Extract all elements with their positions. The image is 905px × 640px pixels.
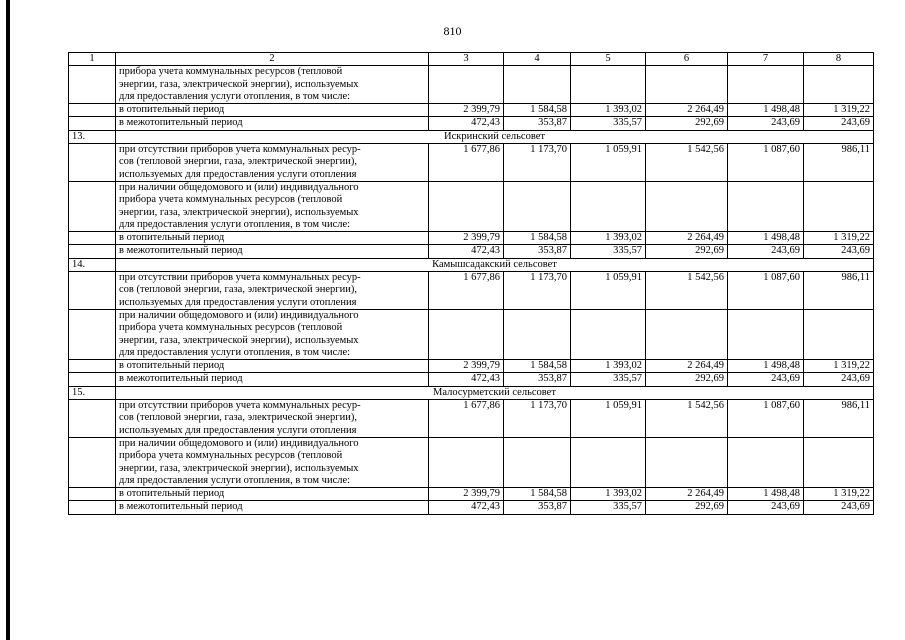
value-cell-col5: 1 393,02 (571, 488, 646, 501)
value-cell-col3 (429, 309, 504, 359)
row-number-cell (69, 245, 116, 258)
column-header-2: 2 (116, 53, 429, 66)
description-cell (116, 117, 429, 130)
value-cell-col6 (646, 309, 728, 359)
value-cell-col8: 986,11 (804, 144, 874, 182)
description-line: при отсутствии приборов учета коммунальных ресур- (119, 144, 361, 156)
value-cell-col6: 292,69 (646, 501, 728, 514)
table-row-values (69, 373, 874, 386)
description-cell (116, 400, 429, 438)
description-line: прибора учета коммунальных ресурсов (тепловой (119, 322, 343, 334)
row-number-cell (69, 501, 116, 514)
description-line: используемых для предоставления услуги отопления (119, 296, 357, 308)
value-cell-col8 (804, 437, 874, 487)
table-row-values (69, 144, 874, 182)
row-number-cell (69, 66, 116, 104)
value-cell-col7: 243,69 (728, 245, 804, 258)
value-cell-col5: 1 059,91 (571, 272, 646, 310)
section-title: Искринский сельсовет (116, 130, 874, 143)
description-cell (116, 245, 429, 258)
description-line: сов (тепловой энергии, газа, электрической энергии), (119, 284, 357, 296)
value-cell-col7: 1 087,60 (728, 144, 804, 182)
value-cell-col7: 1 498,48 (728, 360, 804, 373)
column-header-3: 3 (429, 53, 504, 66)
description-label: в межотопительный период (119, 501, 243, 513)
description-label: в межотопительный период (119, 117, 243, 129)
value-cell-col4: 1 584,58 (504, 360, 571, 373)
table-row-values (69, 272, 874, 310)
description-line: энергии, газа, электрической энергии), используемых (119, 78, 359, 90)
value-cell-col6: 292,69 (646, 373, 728, 386)
value-cell-col3 (429, 66, 504, 104)
row-number-cell (69, 309, 116, 359)
table-row-section (69, 130, 874, 143)
value-cell-col6: 292,69 (646, 245, 728, 258)
value-cell-col4: 1 173,70 (504, 272, 571, 310)
description-cell (116, 373, 429, 386)
value-cell-col6 (646, 181, 728, 231)
description-label: в межотопительный период (119, 373, 243, 385)
column-header-6: 6 (646, 53, 728, 66)
description-label: в межотопительный период (119, 245, 243, 257)
value-cell-col4: 353,87 (504, 501, 571, 514)
description-line: используемых для предоставления услуги отопления (119, 168, 357, 180)
table-row-section (69, 258, 874, 271)
description-cell (116, 181, 429, 231)
scan-edge-bar (6, 0, 10, 640)
section-number: 15. (69, 386, 116, 399)
value-cell-col3: 1 677,86 (429, 272, 504, 310)
description-cell (116, 360, 429, 373)
description-line: энергии, газа, электрической энергии), используемых (119, 334, 359, 346)
row-number-cell (69, 437, 116, 487)
value-cell-col4 (504, 309, 571, 359)
value-cell-col3 (429, 437, 504, 487)
value-cell-col8 (804, 181, 874, 231)
description-label: в отопительный период (119, 232, 225, 244)
description-line: энергии, газа, электрической энергии), используемых (119, 462, 359, 474)
value-cell-col3: 472,43 (429, 117, 504, 130)
section-title: Камышсадакский сельсовет (116, 258, 874, 271)
column-header-7: 7 (728, 53, 804, 66)
value-cell-col8: 243,69 (804, 373, 874, 386)
value-cell-col3: 2 399,79 (429, 232, 504, 245)
value-cell-col8: 1 319,22 (804, 360, 874, 373)
description-line: при отсутствии приборов учета коммунальных ресур- (119, 272, 361, 284)
value-cell-col4 (504, 181, 571, 231)
value-cell-col3: 2 399,79 (429, 360, 504, 373)
section-number: 14. (69, 258, 116, 271)
value-cell-col8 (804, 66, 874, 104)
value-cell-col7: 1 087,60 (728, 400, 804, 438)
table-row-values (69, 360, 874, 373)
table-row-text (69, 437, 874, 487)
table-row-text (69, 181, 874, 231)
table-row-values (69, 232, 874, 245)
description-cell (116, 501, 429, 514)
value-cell-col4: 353,87 (504, 117, 571, 130)
value-cell-col4: 1 584,58 (504, 232, 571, 245)
table-row-text (69, 66, 874, 104)
value-cell-col6: 2 264,49 (646, 104, 728, 117)
value-cell-col7: 1 498,48 (728, 104, 804, 117)
description-cell (116, 104, 429, 117)
value-cell-col8: 1 319,22 (804, 104, 874, 117)
value-cell-col3 (429, 181, 504, 231)
value-cell-col4: 1 584,58 (504, 104, 571, 117)
description-label: в отопительный период (119, 104, 225, 116)
description-cell (116, 232, 429, 245)
value-cell-col8: 243,69 (804, 245, 874, 258)
description-line: сов (тепловой энергии, газа, электрической энергии), (119, 412, 357, 424)
value-cell-col8: 1 319,22 (804, 232, 874, 245)
page-number: 810 (443, 24, 462, 38)
description-cell (116, 437, 429, 487)
value-cell-col4 (504, 437, 571, 487)
table-row-text (69, 309, 874, 359)
value-cell-col5: 1 393,02 (571, 104, 646, 117)
value-cell-col6: 292,69 (646, 117, 728, 130)
value-cell-col5 (571, 437, 646, 487)
value-cell-col7: 243,69 (728, 117, 804, 130)
value-cell-col7: 1 087,60 (728, 272, 804, 310)
value-cell-col7 (728, 66, 804, 104)
value-cell-col3: 472,43 (429, 245, 504, 258)
row-number-cell (69, 488, 116, 501)
description-cell (116, 309, 429, 359)
value-cell-col5 (571, 181, 646, 231)
description-cell (116, 488, 429, 501)
value-cell-col7: 243,69 (728, 373, 804, 386)
description-cell (116, 144, 429, 182)
description-line: используемых для предоставления услуги отопления (119, 424, 357, 436)
value-cell-col5 (571, 66, 646, 104)
value-cell-col8: 243,69 (804, 501, 874, 514)
description-line: при наличии общедомового и (или) индивидуального (119, 437, 359, 449)
value-cell-col7: 1 498,48 (728, 488, 804, 501)
value-cell-col6: 1 542,56 (646, 144, 728, 182)
value-cell-col5: 1 393,02 (571, 232, 646, 245)
value-cell-col5: 335,57 (571, 501, 646, 514)
tariff-table (68, 52, 874, 515)
description-line: сов (тепловой энергии, газа, электрической энергии), (119, 156, 357, 168)
section-title: Малосурметский сельсовет (116, 386, 874, 399)
header-row (69, 53, 874, 66)
table-row-values (69, 245, 874, 258)
description-line: для предоставления услуги отопления, в том числе: (119, 90, 351, 102)
value-cell-col8 (804, 309, 874, 359)
value-cell-col7 (728, 437, 804, 487)
value-cell-col5 (571, 309, 646, 359)
row-number-cell (69, 232, 116, 245)
table-row-values (69, 400, 874, 438)
description-line: при наличии общедомового и (или) индивидуального (119, 309, 359, 321)
value-cell-col6: 2 264,49 (646, 232, 728, 245)
row-number-cell (69, 272, 116, 310)
value-cell-col8: 243,69 (804, 117, 874, 130)
description-line: прибора учета коммунальных ресурсов (тепловой (119, 66, 343, 78)
value-cell-col4: 1 584,58 (504, 488, 571, 501)
value-cell-col6: 2 264,49 (646, 488, 728, 501)
value-cell-col8: 986,11 (804, 272, 874, 310)
table-body (69, 53, 874, 515)
value-cell-col3: 2 399,79 (429, 104, 504, 117)
value-cell-col5: 1 059,91 (571, 144, 646, 182)
value-cell-col6 (646, 437, 728, 487)
value-cell-col5: 335,57 (571, 373, 646, 386)
description-line: для предоставления услуги отопления, в том числе: (119, 346, 351, 358)
value-cell-col5: 335,57 (571, 117, 646, 130)
description-line: при наличии общедомового и (или) индивидуального (119, 181, 359, 193)
value-cell-col6: 1 542,56 (646, 400, 728, 438)
column-header-1: 1 (69, 53, 116, 66)
table-row-values (69, 117, 874, 130)
value-cell-col3: 1 677,86 (429, 400, 504, 438)
description-label: в отопительный период (119, 488, 225, 500)
value-cell-col4: 1 173,70 (504, 144, 571, 182)
table-row-values (69, 104, 874, 117)
description-cell (116, 66, 429, 104)
value-cell-col3: 1 677,86 (429, 144, 504, 182)
table-row-section (69, 386, 874, 399)
row-number-cell (69, 104, 116, 117)
value-cell-col3: 472,43 (429, 373, 504, 386)
value-cell-col4: 353,87 (504, 245, 571, 258)
row-number-cell (69, 373, 116, 386)
description-line: при отсутствии приборов учета коммунальных ресур- (119, 400, 361, 412)
value-cell-col6 (646, 66, 728, 104)
value-cell-col8: 986,11 (804, 400, 874, 438)
value-cell-col7 (728, 181, 804, 231)
value-cell-col7 (728, 309, 804, 359)
table-row-values (69, 501, 874, 514)
value-cell-col7: 243,69 (728, 501, 804, 514)
value-cell-col6: 1 542,56 (646, 272, 728, 310)
description-label: в отопительный период (119, 360, 225, 372)
value-cell-col6: 2 264,49 (646, 360, 728, 373)
value-cell-col5: 1 059,91 (571, 400, 646, 438)
value-cell-col4: 1 173,70 (504, 400, 571, 438)
value-cell-col3: 2 399,79 (429, 488, 504, 501)
description-line: прибора учета коммунальных ресурсов (тепловой (119, 194, 343, 206)
description-cell (116, 272, 429, 310)
value-cell-col5: 1 393,02 (571, 360, 646, 373)
column-header-4: 4 (504, 53, 571, 66)
row-number-cell (69, 360, 116, 373)
row-number-cell (69, 400, 116, 438)
value-cell-col4: 353,87 (504, 373, 571, 386)
value-cell-col7: 1 498,48 (728, 232, 804, 245)
row-number-cell (69, 144, 116, 182)
value-cell-col8: 1 319,22 (804, 488, 874, 501)
row-number-cell (69, 117, 116, 130)
value-cell-col3: 472,43 (429, 501, 504, 514)
description-line: для предоставления услуги отопления, в том числе: (119, 218, 351, 230)
column-header-8: 8 (804, 53, 874, 66)
row-number-cell (69, 181, 116, 231)
description-line: энергии, газа, электрической энергии), используемых (119, 206, 359, 218)
description-line: для предоставления услуги отопления, в том числе: (119, 474, 351, 486)
description-line: прибора учета коммунальных ресурсов (тепловой (119, 450, 343, 462)
value-cell-col5: 335,57 (571, 245, 646, 258)
column-header-5: 5 (571, 53, 646, 66)
value-cell-col4 (504, 66, 571, 104)
section-number: 13. (69, 130, 116, 143)
table-row-values (69, 488, 874, 501)
